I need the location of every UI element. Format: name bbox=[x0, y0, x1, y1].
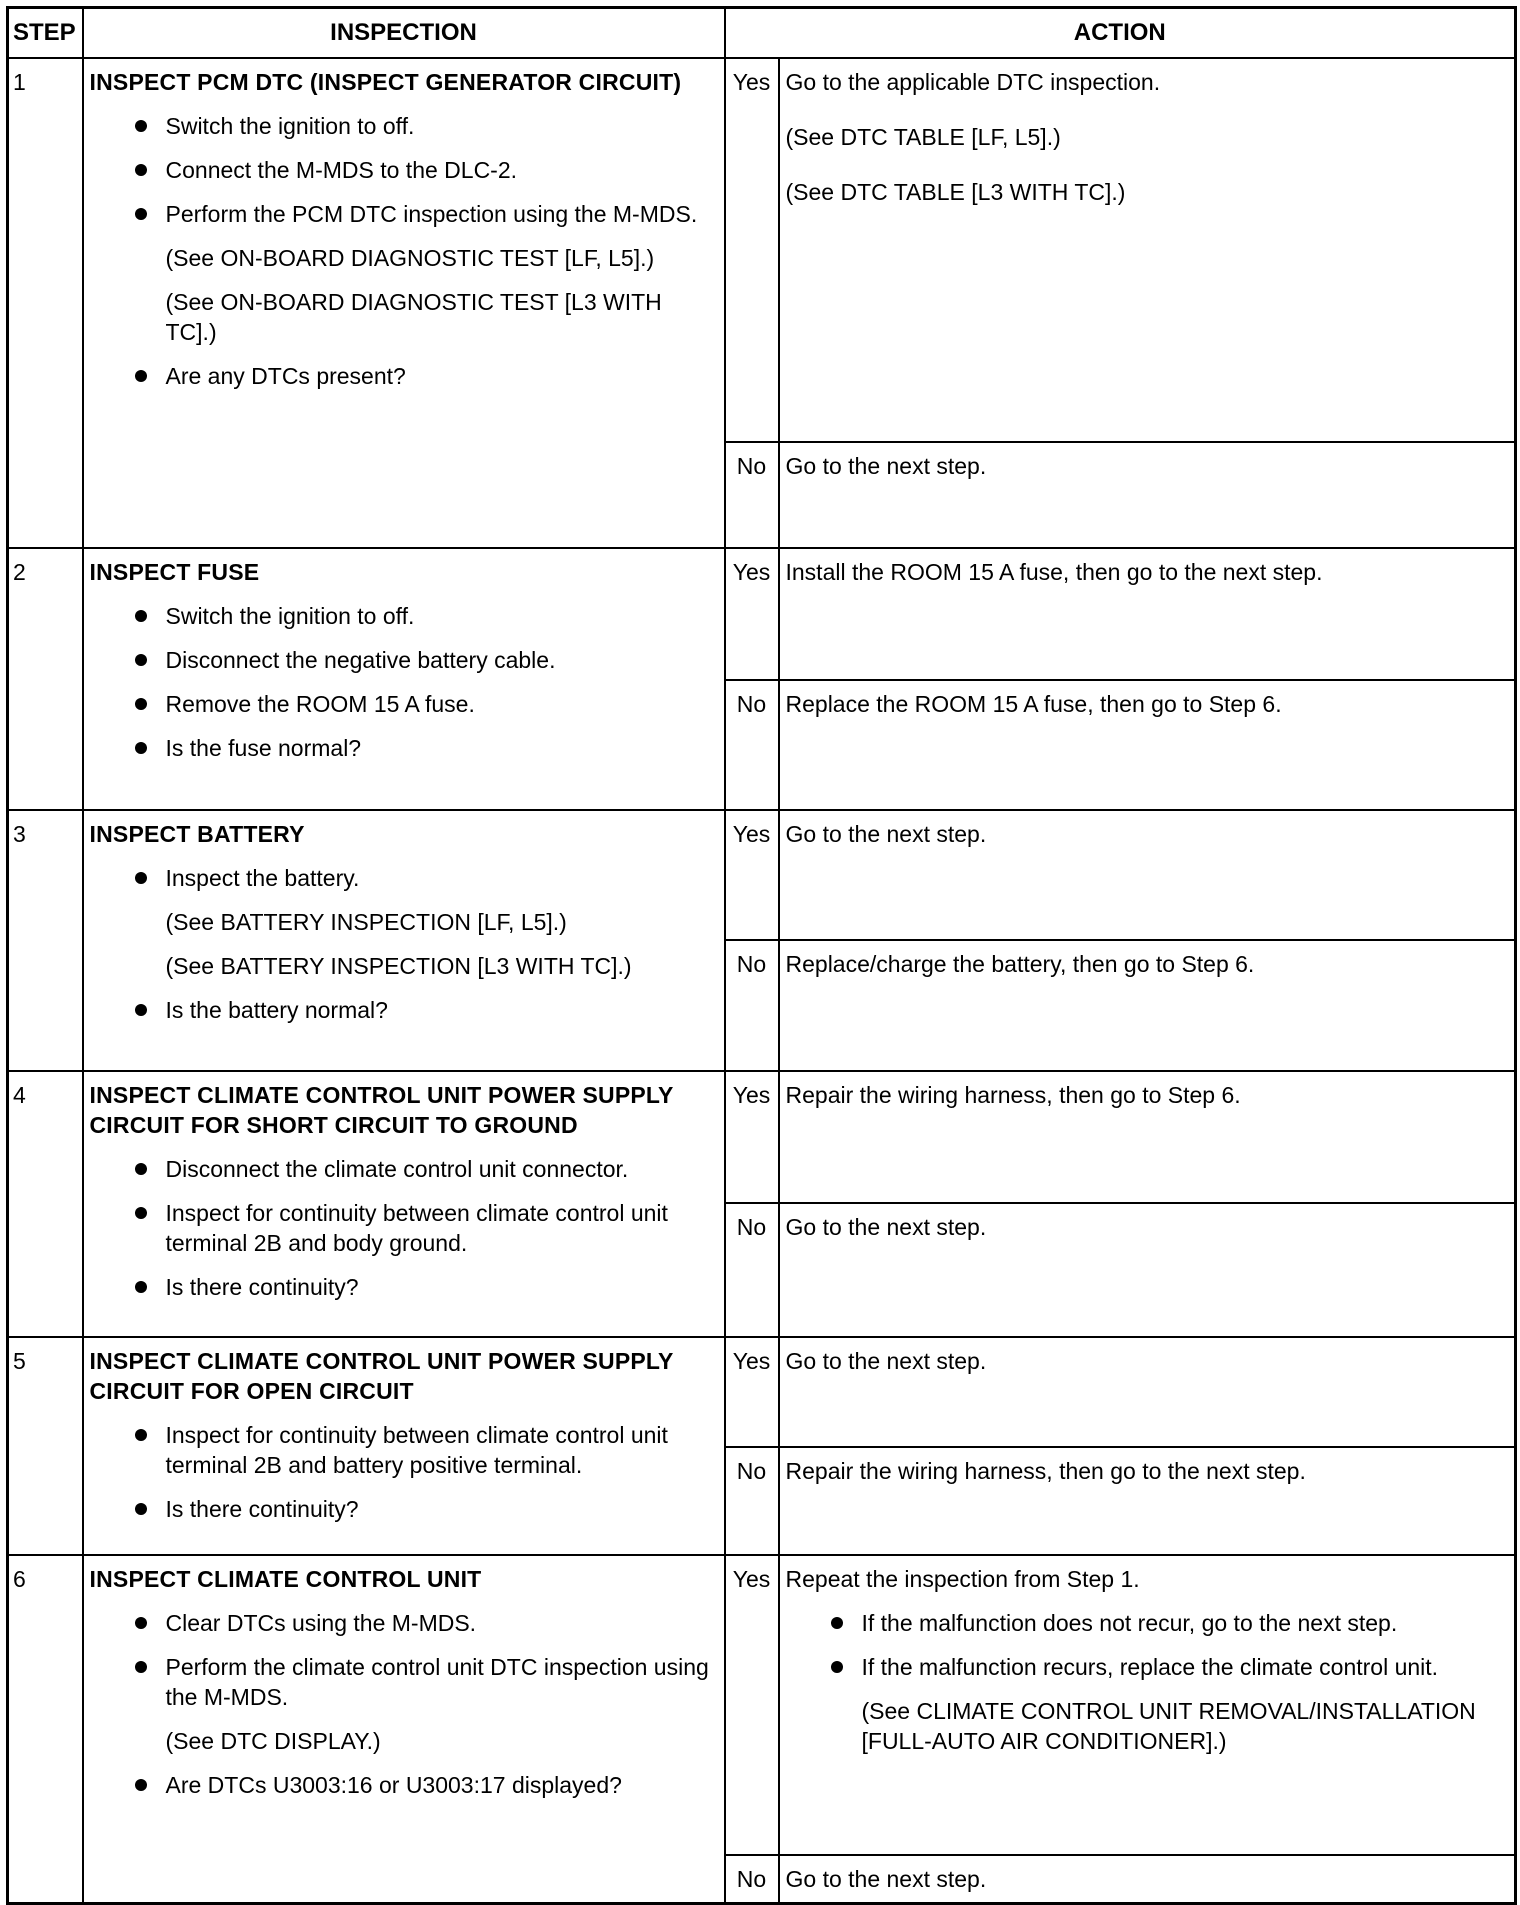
no-label: No bbox=[725, 680, 779, 810]
bullet-text: Inspect the battery. bbox=[165, 865, 360, 891]
step-number: 1 bbox=[8, 58, 83, 548]
bullet-text: Inspect for continuity between climate control unit terminal 2B and battery positive terminal. bbox=[165, 1422, 668, 1478]
step-number: 3 bbox=[8, 810, 83, 1071]
no-action-cell bbox=[779, 680, 1516, 810]
step-number: 2 bbox=[8, 548, 83, 810]
no-action-text: Go to the next step. bbox=[785, 1866, 987, 1892]
yes-label: Yes bbox=[725, 1337, 779, 1447]
yes-action-text: (See DTC TABLE [LF, L5].) bbox=[785, 124, 1061, 150]
bullet-text: Are DTCs U3003:16 or U3003:17 displayed? bbox=[165, 1772, 622, 1798]
bullet-item bbox=[90, 1770, 718, 1800]
no-action-text: Repair the wiring harness, then go to the next step. bbox=[785, 1458, 1306, 1484]
no-action-text: Replace/charge the battery, then go to Step 6. bbox=[785, 951, 1255, 977]
no-action-cell bbox=[779, 1203, 1516, 1337]
yes-action-text: Repair the wiring harness, then go to Step 6. bbox=[785, 1082, 1241, 1108]
bullet-item bbox=[90, 361, 718, 391]
yes-action-text: Repeat the inspection from Step 1. bbox=[785, 1566, 1140, 1592]
table-body bbox=[8, 58, 1516, 1904]
yes-action-text: Go to the next step. bbox=[785, 1348, 987, 1374]
step-number: 5 bbox=[8, 1337, 83, 1555]
bullet-item bbox=[90, 995, 718, 1025]
inspection-title: INSPECT CLIMATE CONTROL UNIT POWER SUPPLY CIRCUIT FOR SHORT CIRCUIT TO GROUND bbox=[89, 1082, 674, 1138]
yes-action-text: Install the ROOM 15 A fuse, then go to the next step. bbox=[785, 559, 1323, 585]
no-action-cell bbox=[779, 1447, 1516, 1555]
bullet-item bbox=[90, 111, 718, 141]
no-action-text: Replace the ROOM 15 A fuse, then go to Step 6. bbox=[785, 691, 1282, 717]
inspection-title: INSPECT CLIMATE CONTROL UNIT bbox=[89, 1566, 482, 1592]
bullet-text: Remove the ROOM 15 A fuse. bbox=[165, 691, 475, 717]
bullet-item bbox=[90, 1652, 718, 1756]
bullet-list bbox=[90, 1420, 718, 1524]
bullet-text: Perform the PCM DTC inspection using the M-MDS. bbox=[165, 201, 698, 227]
yes-label: Yes bbox=[725, 1555, 779, 1855]
yes-action-cell bbox=[779, 1071, 1516, 1203]
yes-label: Yes bbox=[725, 810, 779, 940]
no-action-cell bbox=[779, 442, 1516, 548]
inspection-title: INSPECT CLIMATE CONTROL UNIT POWER SUPPLY CIRCUIT FOR OPEN CIRCUIT bbox=[89, 1348, 674, 1404]
step-number: 4 bbox=[8, 1071, 83, 1337]
bullet-item bbox=[90, 689, 718, 719]
inspection-title: INSPECT FUSE bbox=[89, 559, 260, 585]
inspection-cell bbox=[83, 58, 725, 548]
bullet-text: Disconnect the climate control unit connector. bbox=[165, 1156, 629, 1182]
bullet-text: If the malfunction recurs, replace the climate control unit. bbox=[861, 1654, 1439, 1680]
no-action-text: Go to the next step. bbox=[785, 1214, 987, 1240]
inspection-title: INSPECT PCM DTC (INSPECT GENERATOR CIRCUIT) bbox=[89, 69, 682, 95]
bullet-item bbox=[90, 1494, 718, 1524]
bullet-item bbox=[90, 1420, 718, 1480]
bullet-text: Are any DTCs present? bbox=[165, 363, 406, 389]
inspection-cell bbox=[83, 548, 725, 810]
header-step: STEP bbox=[8, 8, 83, 59]
step-row bbox=[8, 1071, 1516, 1203]
yes-action-cell bbox=[779, 548, 1516, 680]
bullet-list bbox=[90, 601, 718, 763]
yes-action-cell bbox=[779, 1555, 1516, 1855]
inspection-cell bbox=[83, 810, 725, 1071]
bullet-item bbox=[786, 1608, 1509, 1638]
troubleshooting-table bbox=[6, 6, 1517, 1905]
yes-action-cell bbox=[779, 58, 1516, 442]
bullet-list bbox=[90, 1154, 718, 1302]
table-header-row bbox=[8, 8, 1516, 59]
bullet-item bbox=[90, 155, 718, 185]
bullet-list bbox=[90, 1608, 718, 1800]
no-action-cell bbox=[779, 940, 1516, 1071]
bullet-item bbox=[786, 1652, 1509, 1756]
bullet-text: Switch the ignition to off. bbox=[165, 113, 415, 139]
bullet-text: Switch the ignition to off. bbox=[165, 603, 415, 629]
bullet-list bbox=[786, 1608, 1509, 1756]
no-action-text: Go to the next step. bbox=[785, 453, 987, 479]
yes-action-cell bbox=[779, 1337, 1516, 1447]
yes-action-text: Go to the applicable DTC inspection. bbox=[785, 69, 1161, 95]
bullet-item bbox=[90, 1198, 718, 1258]
no-label: No bbox=[725, 1855, 779, 1904]
step-row bbox=[8, 810, 1516, 940]
bullet-text: Is there continuity? bbox=[165, 1274, 359, 1300]
bullet-item bbox=[90, 1154, 718, 1184]
bullet-text: Inspect for continuity between climate control unit terminal 2B and body ground. bbox=[165, 1200, 668, 1256]
inspection-cell bbox=[83, 1555, 725, 1904]
bullet-reference: (See DTC DISPLAY.) bbox=[165, 1728, 381, 1754]
bullet-item bbox=[90, 199, 718, 347]
bullet-reference: (See ON-BOARD DIAGNOSTIC TEST [L3 WITH TC].) bbox=[165, 289, 662, 345]
bullet-item bbox=[90, 863, 718, 981]
header-action: ACTION bbox=[725, 8, 1516, 59]
no-label: No bbox=[725, 940, 779, 1071]
step-row bbox=[8, 1337, 1516, 1447]
yes-action-cell bbox=[779, 810, 1516, 940]
yes-label: Yes bbox=[725, 58, 779, 442]
bullet-reference: (See BATTERY INSPECTION [L3 WITH TC].) bbox=[165, 953, 632, 979]
inspection-cell bbox=[83, 1071, 725, 1337]
bullet-reference: (See ON-BOARD DIAGNOSTIC TEST [LF, L5].) bbox=[165, 245, 655, 271]
step-row bbox=[8, 548, 1516, 680]
step-row bbox=[8, 58, 1516, 442]
yes-label: Yes bbox=[725, 1071, 779, 1203]
no-label: No bbox=[725, 1447, 779, 1555]
bullet-text: Is the fuse normal? bbox=[165, 735, 362, 761]
no-label: No bbox=[725, 442, 779, 548]
bullet-text: Is there continuity? bbox=[165, 1496, 359, 1522]
bullet-list bbox=[90, 111, 718, 391]
bullet-reference: (See BATTERY INSPECTION [LF, L5].) bbox=[165, 909, 567, 935]
bullet-text: Clear DTCs using the M-MDS. bbox=[165, 1610, 477, 1636]
header-inspection: INSPECTION bbox=[83, 8, 725, 59]
yes-action-text: Go to the next step. bbox=[785, 821, 987, 847]
bullet-item bbox=[90, 601, 718, 631]
bullet-text: Perform the climate control unit DTC inspection using the M-MDS. bbox=[165, 1654, 709, 1710]
no-action-cell bbox=[779, 1855, 1516, 1904]
bullet-item bbox=[90, 1608, 718, 1638]
bullet-text: Disconnect the negative battery cable. bbox=[165, 647, 556, 673]
bullet-text: Connect the M-MDS to the DLC-2. bbox=[165, 157, 518, 183]
no-label: No bbox=[725, 1203, 779, 1337]
bullet-reference: (See CLIMATE CONTROL UNIT REMOVAL/INSTALLATION [FULL-AUTO AIR CONDITIONER].) bbox=[861, 1698, 1476, 1754]
bullet-item bbox=[90, 1272, 718, 1302]
yes-label: Yes bbox=[725, 548, 779, 680]
yes-action-text: (See DTC TABLE [L3 WITH TC].) bbox=[785, 179, 1126, 205]
bullet-text: If the malfunction does not recur, go to the next step. bbox=[861, 1610, 1398, 1636]
inspection-cell bbox=[83, 1337, 725, 1555]
bullet-list bbox=[90, 863, 718, 1025]
inspection-title: INSPECT BATTERY bbox=[89, 821, 305, 847]
step-number: 6 bbox=[8, 1555, 83, 1904]
bullet-item bbox=[90, 733, 718, 763]
bullet-item bbox=[90, 645, 718, 675]
step-row bbox=[8, 1555, 1516, 1855]
bullet-text: Is the battery normal? bbox=[165, 997, 388, 1023]
